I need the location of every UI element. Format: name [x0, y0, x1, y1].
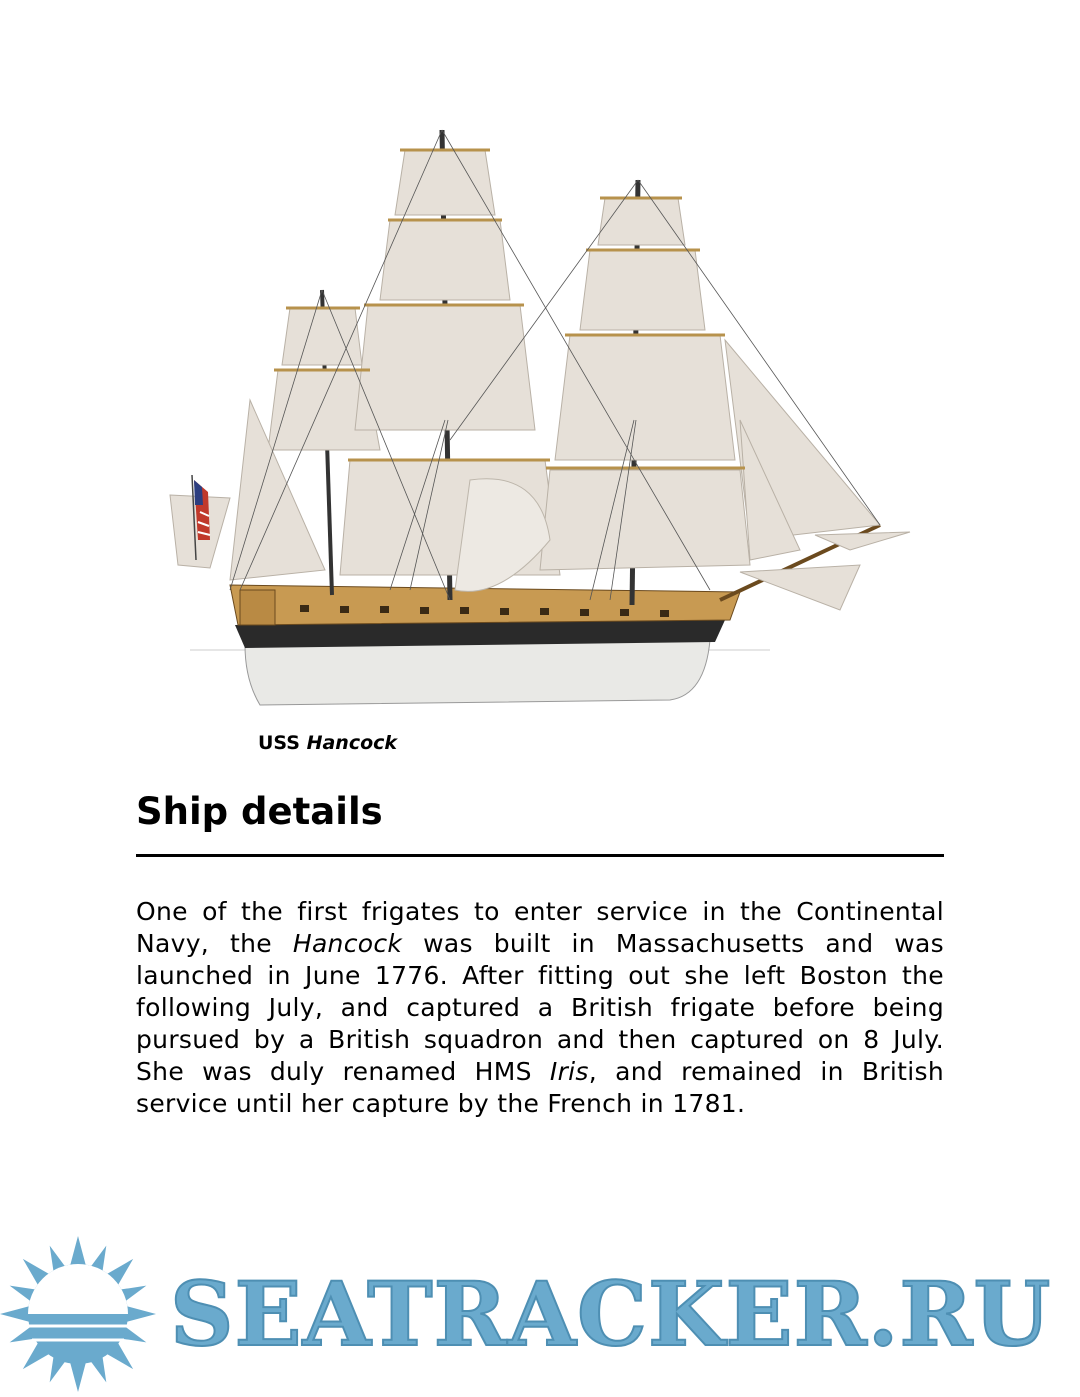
caption-ship-name: Hancock: [306, 732, 398, 754]
description-ship-name: Hancock: [292, 929, 403, 958]
description-part-1: One of the first frigates to enter service in the Continental Navy, the: [136, 897, 944, 958]
title-divider: [136, 854, 944, 857]
description-renamed-name: Iris: [549, 1057, 589, 1086]
caption-prefix: USS: [258, 732, 300, 754]
sun-logo-icon: [0, 1232, 170, 1397]
watermark-text: SEATRACKER.RU: [170, 1262, 1052, 1366]
ship-description: [136, 896, 944, 1120]
figure-caption: [258, 732, 397, 754]
description-part-3: , and remained in British service until her capture by the French in 1781.: [136, 1057, 944, 1118]
sailing-frigate-illustration-icon: [150, 120, 930, 720]
section-title: Ship details: [136, 790, 383, 833]
description-part-2: was built in Massachusetts and was launched in June 1776. After fitting out she left Boston the following July, and captured a British frigate before being pursued by a British squadron and then captured on 8 July. She was duly renamed HMS: [136, 929, 944, 1086]
ship-illustration: [150, 120, 930, 720]
